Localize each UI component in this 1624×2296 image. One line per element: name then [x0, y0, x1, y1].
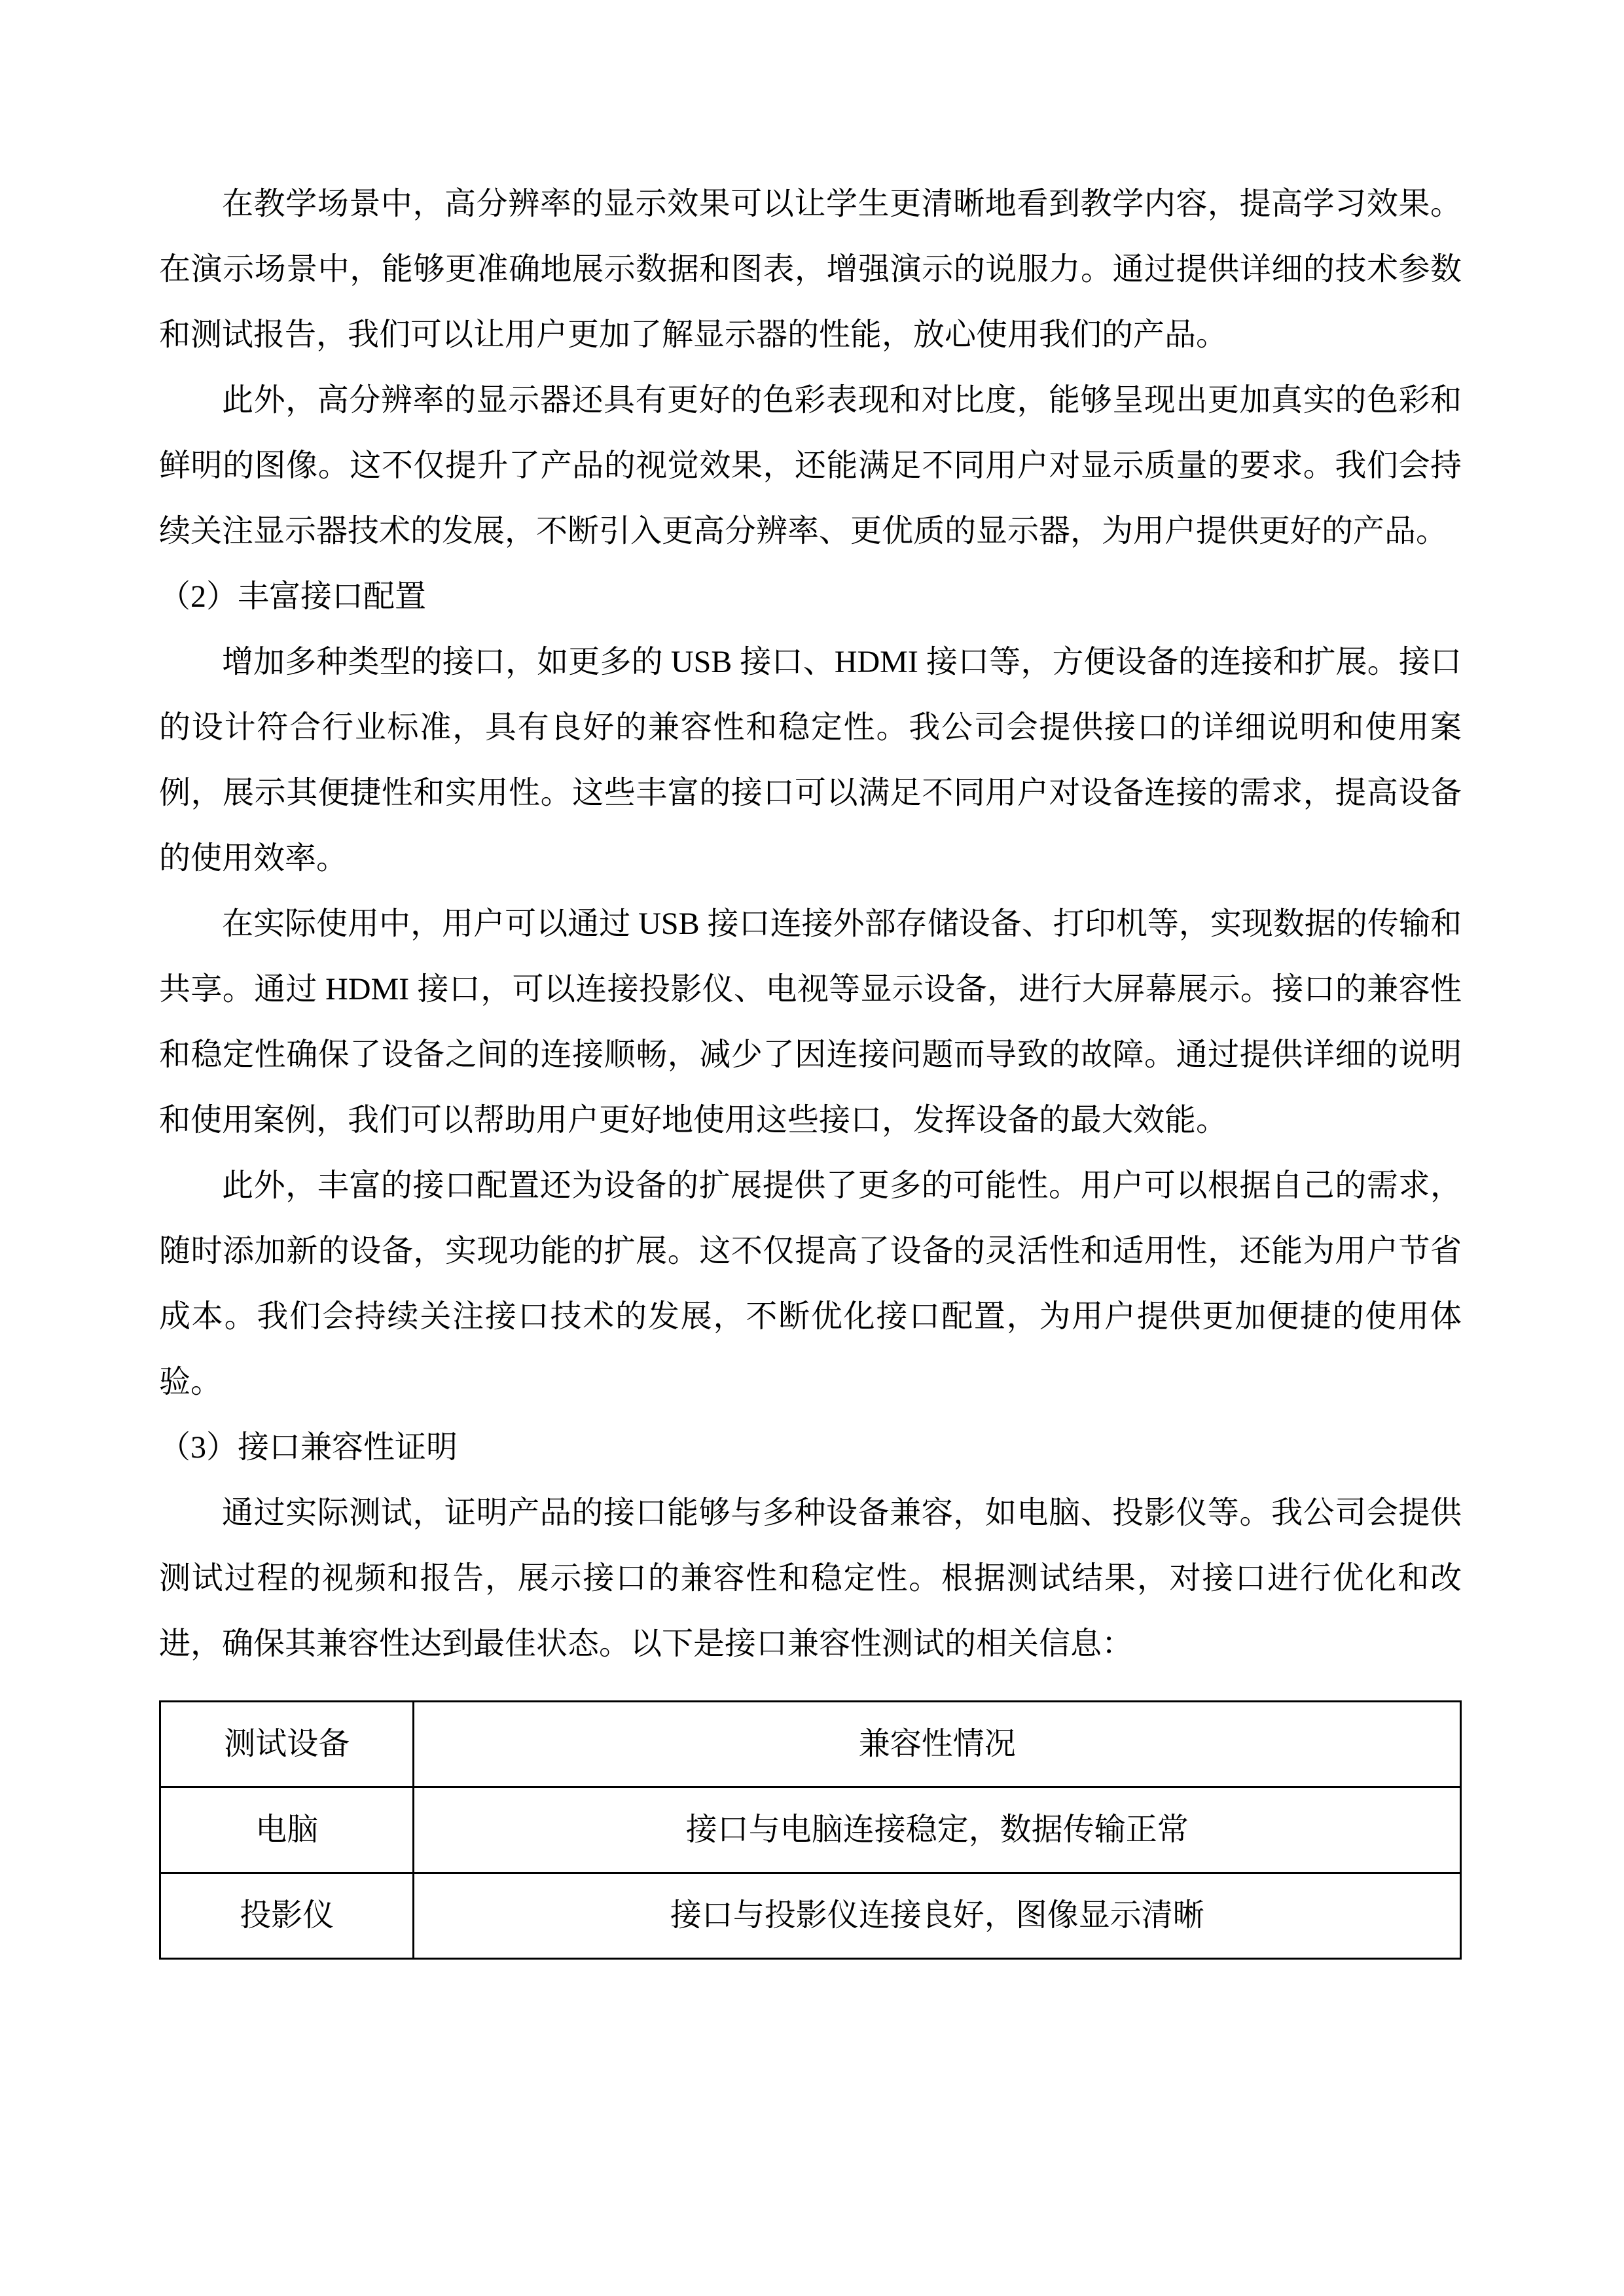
table-cell-compatibility: 接口与投影仪连接良好，图像显示清晰	[414, 1873, 1461, 1959]
document-page	[159, 171, 1462, 1960]
paragraph-port-expansion: 此外，丰富的接口配置还为设备的扩展提供了更多的可能性。用户可以根据自己的需求，随时添加新的设备，实现功能的扩展。这不仅提高了设备的灵活性和适用性，还能为用户节省成本。我们会持续关注接口技术的发展，不断优化接口配置，为用户提供更加便捷的使用体验。	[159, 1168, 1462, 1399]
table-row	[160, 1787, 1461, 1873]
section-heading-rich-ports: （2）丰富接口配置	[159, 579, 427, 614]
compatibility-table	[159, 1700, 1462, 1960]
paragraph-color-performance: 此外，高分辨率的显示器还具有更好的色彩表现和对比度，能够呈现出更加真实的色彩和鲜明的图像。这不仅提升了产品的视觉效果，还能满足不同用户对显示质量的要求。我们会持续关注显示器技术的发展，不断引入更高分辨率、更优质的显示器，为用户提供更好的产品。	[159, 383, 1462, 548]
table-row	[160, 1873, 1461, 1959]
table-header-compatibility: 兼容性情况	[414, 1702, 1461, 1787]
paragraph-port-usage: 在实际使用中，用户可以通过 USB 接口连接外部存储设备、打印机等，实现数据的传输和共享。通过 HDMI 接口，可以连接投影仪、电视等显示设备，进行大屏幕展示。接口的兼容性和稳定性确保了设备之间的连接顺畅，减少了因连接问题而导致的故障。通过提供详细的说明和使用案例，我们可以帮助用户更好地使用这些接口，发挥设备的最大效能。	[159, 906, 1462, 1138]
paragraph-compatibility-test: 通过实际测试，证明产品的接口能够与多种设备兼容，如电脑、投影仪等。我公司会提供测试过程的视频和报告，展示接口的兼容性和稳定性。根据测试结果，对接口进行优化和改进，确保其兼容性达到最佳状态。以下是接口兼容性测试的相关信息：	[159, 1496, 1462, 1661]
table-header-row	[160, 1702, 1461, 1787]
paragraph-port-types: 增加多种类型的接口，如更多的 USB 接口、HDMI 接口等，方便设备的连接和扩展。接口的设计符合行业标准，具有良好的兼容性和稳定性。我公司会提供接口的详细说明和使用案例，展示其便捷性和实用性。这些丰富的接口可以满足不同用户对设备连接的需求，提高设备的使用效率。	[159, 645, 1462, 876]
paragraph-teaching-scenario: 在教学场景中，高分辨率的显示效果可以让学生更清晰地看到教学内容，提高学习效果。在演示场景中，能够更准确地展示数据和图表，增强演示的说服力。通过提供详细的技术参数和测试报告，我们可以让用户更加了解显示器的性能，放心使用我们的产品。	[159, 187, 1462, 352]
table-cell-compatibility: 接口与电脑连接稳定，数据传输正常	[414, 1787, 1461, 1873]
table-cell-device: 投影仪	[160, 1873, 414, 1959]
section-heading-compatibility-proof: （3）接口兼容性证明	[159, 1430, 458, 1465]
table-cell-device: 电脑	[160, 1787, 414, 1873]
table-header-device: 测试设备	[160, 1702, 414, 1787]
